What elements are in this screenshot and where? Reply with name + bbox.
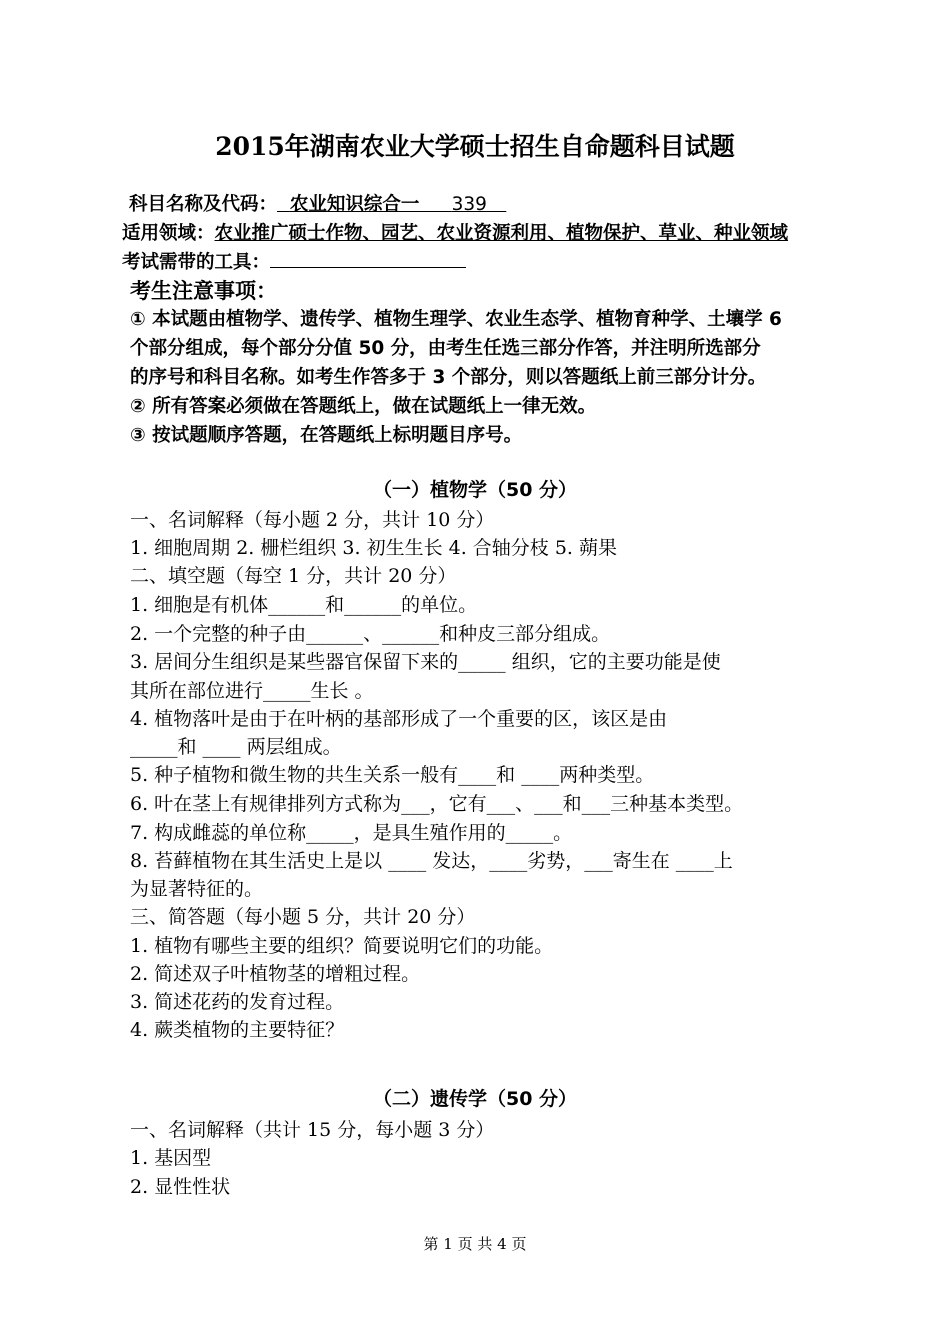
notice-line: 的序号和科目名称。如考生作答多于 3 个部分，则以答题纸上前三部分计分。 bbox=[130, 367, 767, 388]
question-line: 8. 苔藓植物在其生活史上是以 ____ 发达，____劣势，___寄生在 ____上 bbox=[130, 850, 733, 872]
subject-label: 科目名称及代码： bbox=[129, 194, 278, 215]
notice-title: 考生注意事项： bbox=[130, 279, 277, 303]
question-line: 2. 一个完整的种子由______、______和种皮三部分组成。 bbox=[130, 623, 611, 645]
field-label: 适用领域： bbox=[122, 223, 215, 244]
question-line: 5. 种子植物和微生物的共生关系一般有____和 ____两种类型。 bbox=[130, 764, 655, 786]
question-line: 6. 叶在茎上有规律排列方式称为___，它有___、___和___三种基本类型。 bbox=[130, 793, 744, 815]
subject-code: 339 bbox=[451, 194, 487, 215]
page-footer: 第 1 页 共 4 页 bbox=[423, 1235, 527, 1253]
section-title: （二）遗传学（50 分） bbox=[372, 1088, 578, 1110]
page-title: 2015年湖南农业大学硕士招生自命题科目试题 bbox=[215, 132, 735, 161]
field-row bbox=[122, 219, 788, 245]
tools-blank bbox=[270, 249, 466, 268]
question-line: 为显著特征的。 bbox=[130, 878, 264, 900]
question-line: 1. 细胞周期 2. 栅栏组织 3. 初生生长 4. 合轴分枝 5. 蒴果 bbox=[130, 537, 617, 559]
question-line: 2. 显性性状 bbox=[130, 1176, 231, 1198]
subject-value bbox=[277, 194, 506, 215]
tools-row bbox=[122, 248, 466, 274]
question-line: 1. 基因型 bbox=[130, 1147, 212, 1169]
field-value: 农业推广硕士作物、园艺、农业资源利用、植物保护、草业、种业领域 bbox=[214, 223, 789, 244]
tools-label: 考试需带的工具： bbox=[122, 252, 271, 273]
question-line: 1. 细胞是有机体______和______的单位。 bbox=[130, 594, 478, 616]
question-line: 一、名词解释（每小题 2 分，共计 10 分） bbox=[130, 509, 495, 531]
question-line: 一、名词解释（共计 15 分，每小题 3 分） bbox=[130, 1119, 495, 1141]
question-line: 7. 构成雌蕊的单位称_____，是具生殖作用的_____。 bbox=[130, 822, 573, 844]
question-line: _____和 ____ 两层组成。 bbox=[130, 736, 342, 758]
question-line: 4. 植物落叶是由于在叶柄的基部形成了一个重要的区，该区是由 bbox=[130, 708, 668, 730]
question-line: 2. 简述双子叶植物茎的增粗过程。 bbox=[130, 963, 421, 985]
notice-line: ③ 按试题顺序答题，在答题纸上标明题目序号。 bbox=[130, 425, 523, 446]
question-line: 二、填空题（每空 1 分，共计 20 分） bbox=[130, 565, 457, 587]
section-title: （一）植物学（50 分） bbox=[372, 479, 578, 501]
question-line: 其所在部位进行_____生长 。 bbox=[130, 680, 374, 702]
notice-line: ② 所有答案必须做在答题纸上，做在试题纸上一律无效。 bbox=[130, 396, 597, 417]
notice-line: ① 本试题由植物学、遗传学、植物生理学、农业生态学、植物育种学、土壤学 6 bbox=[130, 309, 782, 330]
subject-name: 农业知识综合一 bbox=[289, 194, 420, 215]
question-line: 1. 植物有哪些主要的组织？简要说明它们的功能。 bbox=[130, 935, 554, 957]
question-line: 4. 蕨类植物的主要特征？ bbox=[130, 1019, 345, 1041]
subject-row bbox=[129, 190, 506, 216]
question-line: 3. 居间分生组织是某些器官保留下来的_____ 组织，它的主要功能是使 bbox=[130, 651, 721, 673]
question-line: 三、简答题（每小题 5 分，共计 20 分） bbox=[130, 906, 476, 928]
question-line: 3. 简述花药的发育过程。 bbox=[130, 991, 345, 1013]
notice-line: 个部分组成，每个部分分值 50 分，由考生任选三部分作答，并注明所选部分 bbox=[130, 338, 761, 359]
